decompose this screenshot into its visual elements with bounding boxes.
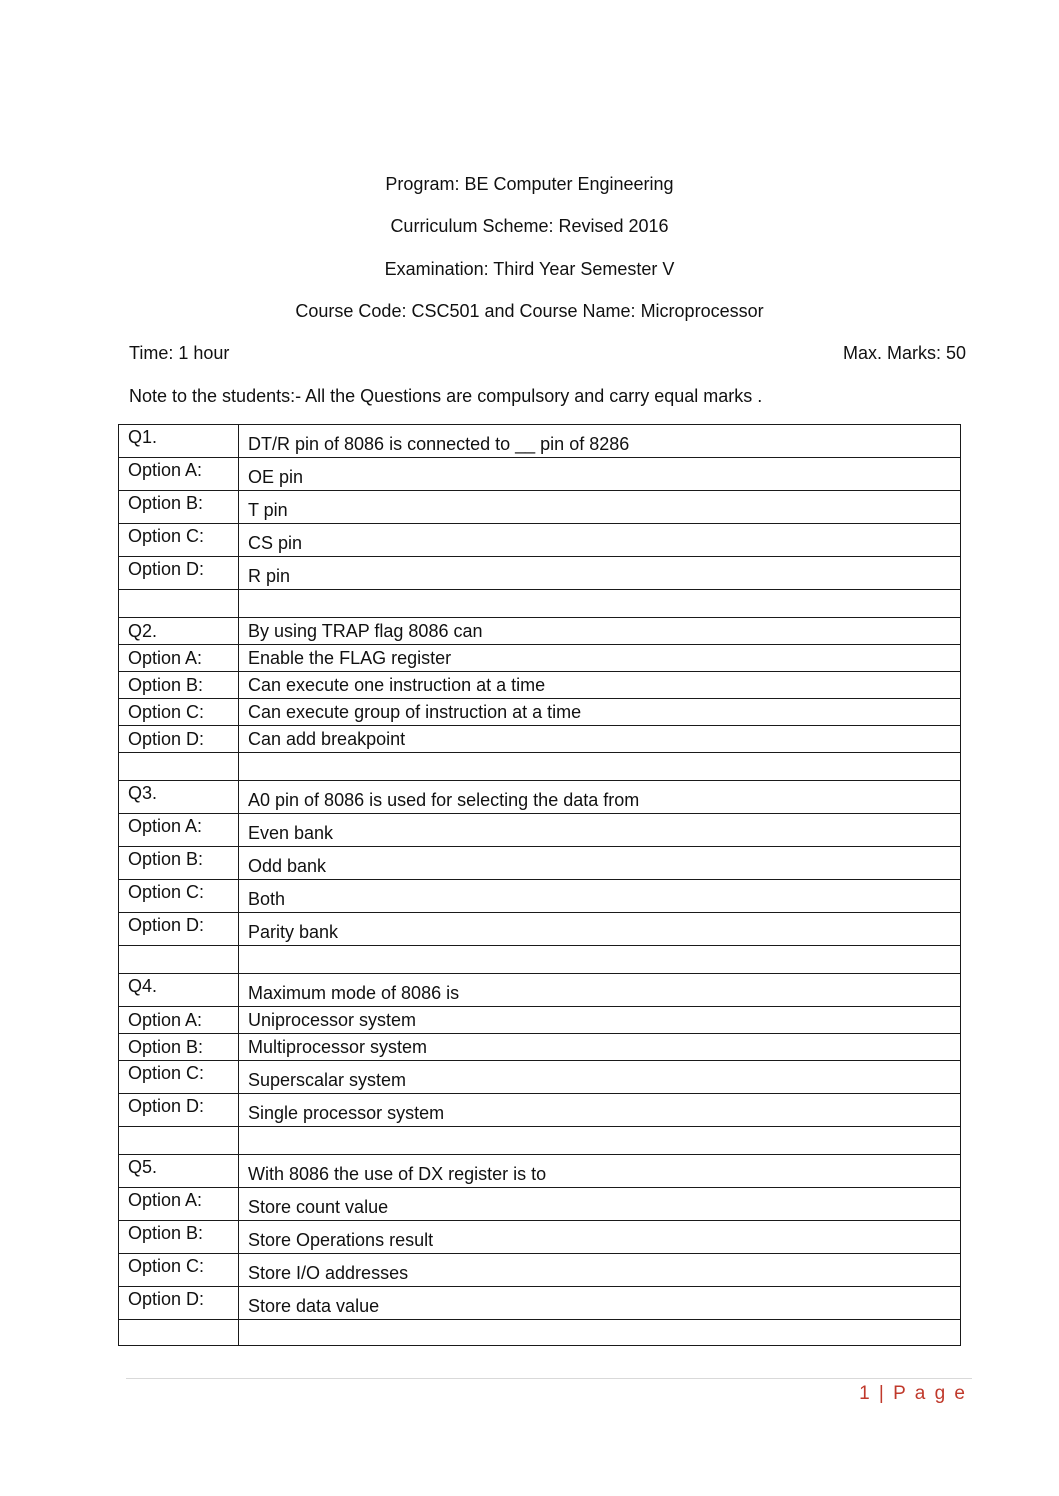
option-row [119, 672, 961, 699]
question-text: A0 pin of 8086 is used for selecting the data from [239, 781, 961, 814]
option-text: Can add breakpoint [239, 726, 961, 753]
header-curriculum: Curriculum Scheme: Revised 2016 [390, 216, 669, 236]
option-row [119, 913, 961, 946]
question-row [119, 425, 961, 458]
option-row [119, 1188, 961, 1221]
option-label: Option C: [119, 1254, 239, 1287]
option-row [119, 1221, 961, 1254]
option-text: Enable the FLAG register [239, 645, 961, 672]
option-text: Store data value [239, 1287, 961, 1320]
option-text: T pin [239, 491, 961, 524]
option-row [119, 557, 961, 590]
question-text: Maximum mode of 8086 is [239, 974, 961, 1007]
question-row [119, 974, 961, 1007]
option-label: Option C: [119, 524, 239, 557]
option-text: Even bank [239, 814, 961, 847]
option-text: Store I/O addresses [239, 1254, 961, 1287]
spacer-row [119, 1127, 961, 1155]
max-marks-label: Max. Marks: 50 [842, 343, 966, 363]
option-label: Option D: [119, 1094, 239, 1127]
option-text: Both [239, 880, 961, 913]
option-row [119, 847, 961, 880]
option-label: Option B: [119, 672, 239, 699]
option-text: R pin [239, 557, 961, 590]
option-row [119, 1061, 961, 1094]
option-label: Option C: [119, 880, 239, 913]
option-label: Option A: [119, 1188, 239, 1221]
option-row [119, 814, 961, 847]
option-row [119, 726, 961, 753]
question-label: Q1. [119, 425, 239, 458]
option-text: Can execute group of instruction at a time [239, 699, 961, 726]
option-text: OE pin [239, 458, 961, 491]
question-table [118, 424, 961, 1346]
question-label: Q4. [119, 974, 239, 1007]
option-text: Uniprocessor system [239, 1007, 961, 1034]
spacer-row [119, 1320, 961, 1346]
option-label: Option A: [119, 458, 239, 491]
option-label: Option B: [119, 847, 239, 880]
option-row [119, 458, 961, 491]
option-label: Option D: [119, 913, 239, 946]
option-label: Option C: [119, 699, 239, 726]
option-label: Option D: [119, 726, 239, 753]
footer-divider [126, 1378, 972, 1379]
option-label: Option C: [119, 1061, 239, 1094]
option-text: Store count value [239, 1188, 961, 1221]
option-label: Option D: [119, 557, 239, 590]
option-text: Odd bank [239, 847, 961, 880]
option-row [119, 524, 961, 557]
header-program: Program: BE Computer Engineering [385, 174, 674, 194]
page-number: 1 | P a g e [859, 1383, 967, 1404]
option-row [119, 1007, 961, 1034]
question-label: Q3. [119, 781, 239, 814]
spacer-row [119, 753, 961, 781]
header-examination: Examination: Third Year Semester V [384, 259, 675, 279]
question-text: By using TRAP flag 8086 can [239, 618, 961, 645]
question-row [119, 781, 961, 814]
question-text: DT/R pin of 8086 is connected to __ pin of 8286 [239, 425, 961, 458]
option-text: Superscalar system [239, 1061, 961, 1094]
option-label: Option A: [119, 814, 239, 847]
option-row [119, 491, 961, 524]
option-text: Store Operations result [239, 1221, 961, 1254]
time-label: Time: 1 hour [129, 343, 230, 363]
option-row [119, 880, 961, 913]
spacer-row [119, 946, 961, 974]
option-text: CS pin [239, 524, 961, 557]
option-label: Option A: [119, 1007, 239, 1034]
option-row [119, 645, 961, 672]
question-text: With 8086 the use of DX register is to [239, 1155, 961, 1188]
option-label: Option B: [119, 491, 239, 524]
question-label: Q5. [119, 1155, 239, 1188]
question-row [119, 618, 961, 645]
option-row [119, 1287, 961, 1320]
option-label: Option B: [119, 1221, 239, 1254]
option-row [119, 699, 961, 726]
option-row [119, 1254, 961, 1287]
option-text: Multiprocessor system [239, 1034, 961, 1061]
option-text: Can execute one instruction at a time [239, 672, 961, 699]
option-row [119, 1094, 961, 1127]
option-row [119, 1034, 961, 1061]
question-row [119, 1155, 961, 1188]
option-text: Parity bank [239, 913, 961, 946]
option-text: Single processor system [239, 1094, 961, 1127]
header-course: Course Code: CSC501 and Course Name: Microprocessor [295, 301, 764, 321]
question-label: Q2. [119, 618, 239, 645]
option-label: Option A: [119, 645, 239, 672]
option-label: Option D: [119, 1287, 239, 1320]
students-note: Note to the students:- All the Questions are compulsory and carry equal marks . [129, 386, 763, 406]
option-label: Option B: [119, 1034, 239, 1061]
spacer-row [119, 590, 961, 618]
